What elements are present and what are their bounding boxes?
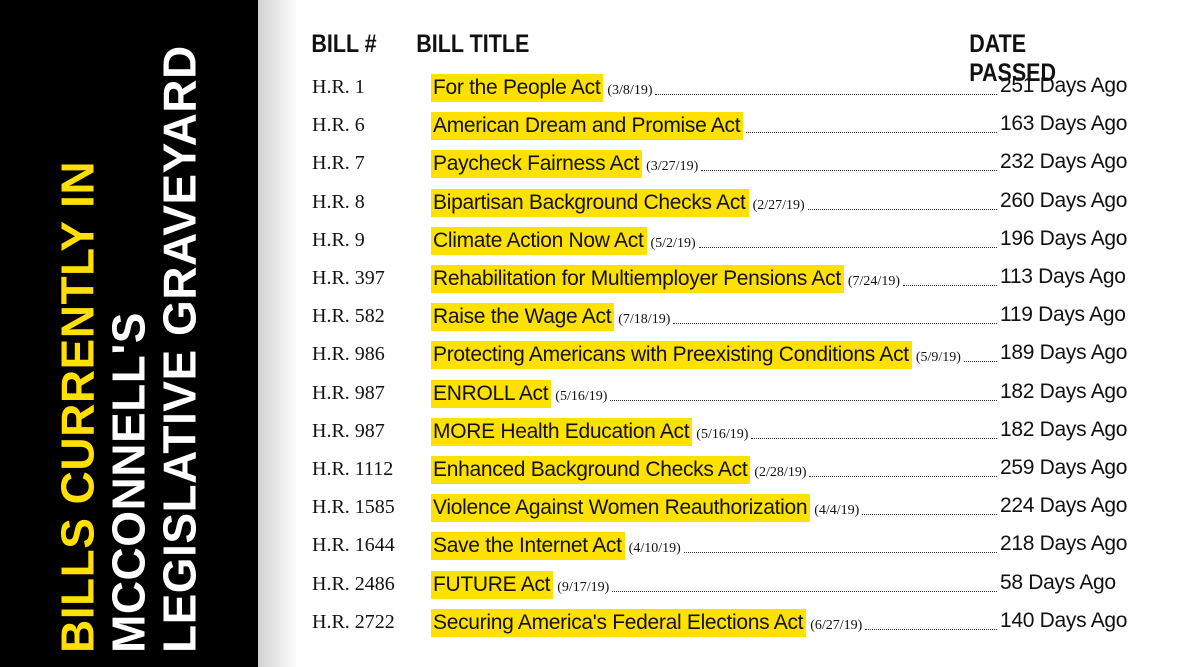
bill-title-cell bbox=[431, 339, 999, 369]
days-ago: 58 Days Ago bbox=[1000, 570, 1116, 594]
bill-number: H.R. 1112 bbox=[312, 458, 394, 480]
bill-title: MORE Health Education Act bbox=[431, 418, 692, 446]
table-row bbox=[0, 69, 1200, 105]
dot-leader bbox=[746, 132, 997, 133]
bill-title: Violence Against Women Reauthorization bbox=[431, 494, 810, 522]
bill-number: H.R. 7 bbox=[312, 152, 365, 175]
table-row bbox=[0, 107, 1200, 143]
days-ago: 224 Days Ago bbox=[1000, 494, 1128, 518]
table-row bbox=[0, 604, 1200, 640]
passed-date: (5/16/19) bbox=[555, 388, 608, 404]
header-date-passed: DATE PASSED bbox=[969, 30, 1057, 87]
passed-date: (5/16/19) bbox=[696, 426, 749, 442]
bill-number: H.R. 397 bbox=[312, 267, 385, 289]
table-row bbox=[0, 413, 1200, 449]
passed-date: (4/4/19) bbox=[814, 503, 860, 519]
dot-leader bbox=[865, 629, 997, 630]
table-row bbox=[0, 260, 1200, 296]
bill-title-cell bbox=[431, 416, 999, 446]
bill-title-cell bbox=[431, 530, 999, 560]
dot-leader bbox=[610, 400, 997, 401]
dot-leader bbox=[751, 438, 997, 439]
table-row bbox=[0, 527, 1200, 563]
header-bill-title: BILL TITLE bbox=[416, 30, 530, 58]
bill-title: Securing America's Federal Elections Act bbox=[431, 609, 806, 637]
bill-title: Paycheck Fairness Act bbox=[431, 150, 642, 178]
dot-leader bbox=[903, 285, 997, 286]
days-ago: 189 Days Ago bbox=[1000, 341, 1128, 365]
bill-title-cell bbox=[431, 148, 999, 178]
bill-title: ENROLL Act bbox=[431, 380, 551, 408]
days-ago: 232 Days Ago bbox=[1000, 150, 1128, 174]
bill-title: For the People Act bbox=[431, 74, 603, 102]
passed-date: (2/28/19) bbox=[754, 465, 807, 480]
table-row bbox=[0, 298, 1200, 334]
dot-leader bbox=[684, 552, 997, 553]
bill-title: Save the Internet Act bbox=[431, 532, 625, 560]
bill-title-cell bbox=[431, 187, 999, 217]
bill-number: H.R. 986 bbox=[312, 343, 385, 366]
bill-title-cell bbox=[431, 110, 999, 140]
bill-title-cell bbox=[431, 607, 999, 637]
bill-title-cell bbox=[431, 492, 999, 522]
bill-number: H.R. 582 bbox=[312, 305, 385, 328]
days-ago: 140 Days Ago bbox=[1000, 608, 1128, 632]
bill-title: Bipartisan Background Checks Act bbox=[431, 189, 749, 217]
bill-number: H.R. 1 bbox=[312, 76, 365, 98]
dot-leader bbox=[862, 514, 997, 515]
days-ago: 119 Days Ago bbox=[1000, 303, 1126, 327]
table-row bbox=[0, 375, 1200, 411]
bill-number: H.R. 2486 bbox=[312, 572, 395, 595]
table-row bbox=[0, 489, 1200, 525]
bill-number: H.R. 987 bbox=[312, 381, 385, 404]
bill-number: H.R. 6 bbox=[312, 114, 365, 137]
dot-leader bbox=[699, 247, 997, 248]
table-row bbox=[0, 222, 1200, 258]
passed-date: (7/24/19) bbox=[847, 274, 900, 289]
bill-title: Protecting Americans with Preexisting Conditions Act bbox=[431, 341, 912, 369]
passed-date: (3/8/19) bbox=[607, 83, 653, 98]
days-ago: 218 Days Ago bbox=[1000, 532, 1128, 556]
bill-title: American Dream and Promise Act bbox=[431, 112, 743, 140]
bill-title: Raise the Wage Act bbox=[431, 303, 614, 331]
days-ago: 182 Days Ago bbox=[1000, 379, 1128, 403]
bill-title: Rehabilitation for Multiemployer Pensions Act bbox=[431, 265, 844, 293]
dot-leader bbox=[612, 591, 997, 592]
bill-title: Enhanced Background Checks Act bbox=[431, 456, 750, 484]
bill-title-cell bbox=[431, 378, 999, 408]
bill-title: FUTURE Act bbox=[431, 571, 553, 599]
table-row bbox=[0, 184, 1200, 220]
days-ago: 182 Days Ago bbox=[1000, 417, 1128, 441]
sidebar-title-line2: MCCONNELL'S bbox=[102, 312, 155, 653]
header-bill-number: BILL # bbox=[311, 30, 377, 58]
bill-number: H.R. 2722 bbox=[312, 610, 395, 633]
bill-title-cell bbox=[431, 72, 999, 102]
dot-leader bbox=[701, 170, 997, 171]
bill-number: H.R. 987 bbox=[312, 419, 385, 442]
sidebar-title-line3: LEGISLATIVE GRAVEYARD bbox=[153, 45, 206, 653]
dot-leader bbox=[655, 94, 997, 95]
bill-title-cell bbox=[431, 301, 999, 331]
passed-date: (5/9/19) bbox=[915, 350, 961, 366]
table-row bbox=[0, 336, 1200, 372]
days-ago: 196 Days Ago bbox=[1000, 226, 1128, 250]
bill-title-cell bbox=[431, 569, 999, 599]
bill-number: H.R. 8 bbox=[312, 190, 365, 213]
dot-leader bbox=[809, 476, 997, 477]
dot-leader bbox=[673, 323, 997, 324]
passed-date: (7/18/19) bbox=[618, 312, 671, 328]
table-row bbox=[0, 451, 1200, 487]
days-ago: 259 Days Ago bbox=[1000, 456, 1128, 479]
passed-date: (2/27/19) bbox=[752, 197, 805, 213]
table-row bbox=[0, 145, 1200, 181]
sidebar-title-line1: BILLS CURRENTLY IN bbox=[51, 160, 104, 653]
bill-title-cell bbox=[431, 225, 999, 255]
days-ago: 163 Days Ago bbox=[1000, 112, 1128, 136]
bill-number: H.R. 1585 bbox=[312, 496, 395, 519]
table-row bbox=[0, 566, 1200, 602]
days-ago: 113 Days Ago bbox=[1000, 265, 1126, 288]
passed-date: (4/10/19) bbox=[628, 541, 681, 557]
passed-date: (9/17/19) bbox=[557, 579, 610, 595]
dot-leader bbox=[964, 361, 997, 362]
dot-leader bbox=[808, 209, 997, 210]
bill-title: Climate Action Now Act bbox=[431, 227, 647, 255]
passed-date: (6/27/19) bbox=[810, 617, 863, 633]
bill-title-cell bbox=[431, 263, 999, 293]
bill-title-cell bbox=[431, 454, 999, 484]
days-ago: 260 Days Ago bbox=[1000, 188, 1128, 212]
passed-date: (5/2/19) bbox=[650, 235, 696, 251]
bill-number: H.R. 9 bbox=[312, 228, 365, 251]
passed-date: (3/27/19) bbox=[646, 159, 699, 175]
bill-number: H.R. 1644 bbox=[312, 534, 395, 557]
days-ago: 251 Days Ago bbox=[1000, 74, 1128, 97]
